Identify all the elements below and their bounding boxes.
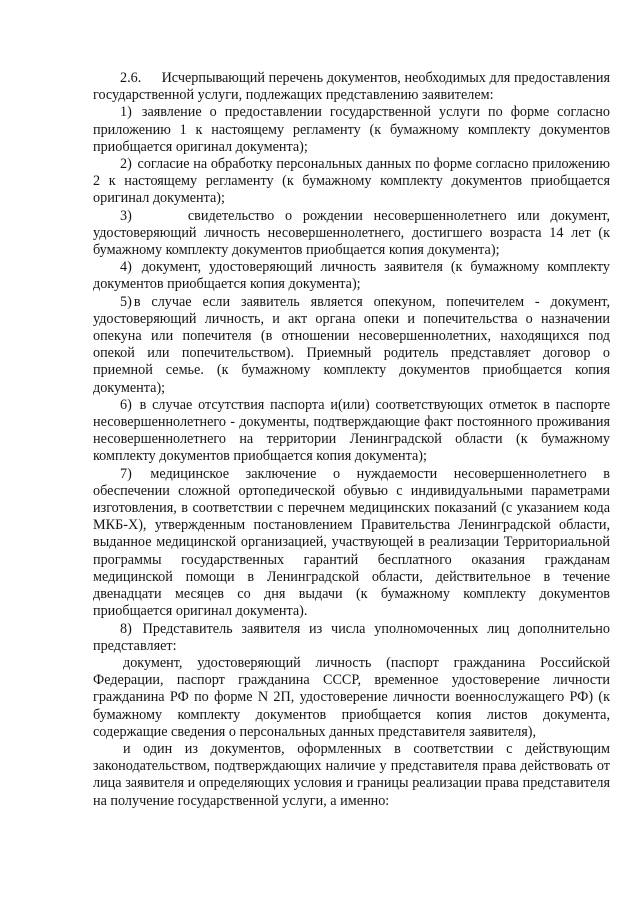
list-item bbox=[93, 259, 610, 293]
section-number: 2.6. bbox=[120, 70, 142, 86]
section-heading-text: Исчерпывающий перечень документов, необходимых для предоставления государственной услуги, подлежащих представлению заявителем: bbox=[93, 70, 610, 104]
list-item-text: заявление о предоставлении государственной услуги по форме согласно приложению 1 к настоящему регламенту (к бумажному комплекту документов приобщается оригинал документа); bbox=[93, 104, 610, 155]
list-item-number: 8) bbox=[120, 620, 132, 637]
representative-doc-paragraph bbox=[93, 655, 610, 741]
list-item-number: 4) bbox=[120, 259, 132, 276]
list-item-number: 5) bbox=[120, 293, 132, 310]
list-item-text: в случае если заявитель является опекуном, попечителем - документ, удостоверяющий личность, и акт органа опеки и попечительства о назначении опекуна или попечителя (в отношении несовершеннолетних, находящихся под опекой или попечительством). Приемный родитель представляет договор о приемной семье. (к бумажному комплекту документов приобщается копия документа); bbox=[93, 293, 610, 396]
section-heading bbox=[93, 70, 610, 104]
list-item bbox=[93, 621, 610, 655]
list-item-text: в случае отсутствия паспорта и(или) соответствующих отметок в паспорте несовершеннолетнего - документы, подтверждающие факт постоянного проживания несовершеннолетнего на территории Ленинградской области (к бумажному комплекту документов приобщается копия документа); bbox=[93, 396, 611, 465]
list-item bbox=[93, 294, 610, 397]
list-item-text: свидетельство о рождении несовершеннолетнего или документ, удостоверяющий личность несовершеннолетнего, достигшего возраста 14 лет (к бумажному комплекту документов приобщается копия документа); bbox=[93, 207, 610, 259]
list-item-number: 1) bbox=[120, 104, 132, 121]
list-item bbox=[93, 156, 610, 208]
list-item-text: документ, удостоверяющий личность заявителя (к бумажному комплекту документов приобщается копия документа); bbox=[93, 259, 611, 293]
list-item-number: 2) bbox=[120, 156, 132, 173]
list-item-number: 7) bbox=[120, 465, 132, 482]
list-item bbox=[93, 397, 610, 466]
list-item-text: согласие на обработку персональных данных по форме согласно приложению 2 к настоящему регламенту (к бумажному комплекту документов приобщается оригинал документа); bbox=[93, 156, 610, 207]
list-item bbox=[93, 104, 610, 156]
list-item bbox=[93, 466, 610, 621]
list-item-number: 3) bbox=[120, 207, 132, 224]
list-item-number: 6) bbox=[120, 396, 132, 413]
list-item-text: медицинское заключение о нуждаемости несовершеннолетнего в обеспечении сложной ортопедической обувью с индивидуальными параметрами изготовления, в соответствии с перечнем медицинских показаний (с указанием кода МКБ-Х), утвержденным постановлением Правительства Ленинградской области, выданное медицинской организацией, участвующей в реализации Территориальной программы государственных гарантий бесплатного оказания гражданам медицинской помощи в Ленинградской области, действительное в течение двенадцати месяцев со дня выдачи (к бумажному комплекту документов приобщается оригинал документа). bbox=[93, 465, 611, 620]
document-page bbox=[93, 70, 610, 810]
representative-doc-paragraph bbox=[93, 741, 610, 810]
representative-doc-text: документ, удостоверяющий личность (паспорт гражданина Российской Федерации, паспорт гражданина СССР, временное удостоверение личности гражданина РФ по форме N 2П, удостоверение личности военнослужащего РФ) (к бумажному комплекту документов приобщается копия листов документа, содержащие сведения о персональных данных представителя заявителя), bbox=[93, 654, 610, 740]
representative-doc-text: и один из документов, оформленных в соответствии с действующим законодательством, подтверждающих наличие у представителя права действовать от лица заявителя и определяющих условия и границы реализации права представителя на получение государственной услуги, а именно: bbox=[93, 740, 610, 809]
list-item bbox=[93, 208, 610, 260]
list-item-text: Представитель заявителя из числа уполномоченных лиц дополнительно представляет: bbox=[93, 620, 610, 654]
